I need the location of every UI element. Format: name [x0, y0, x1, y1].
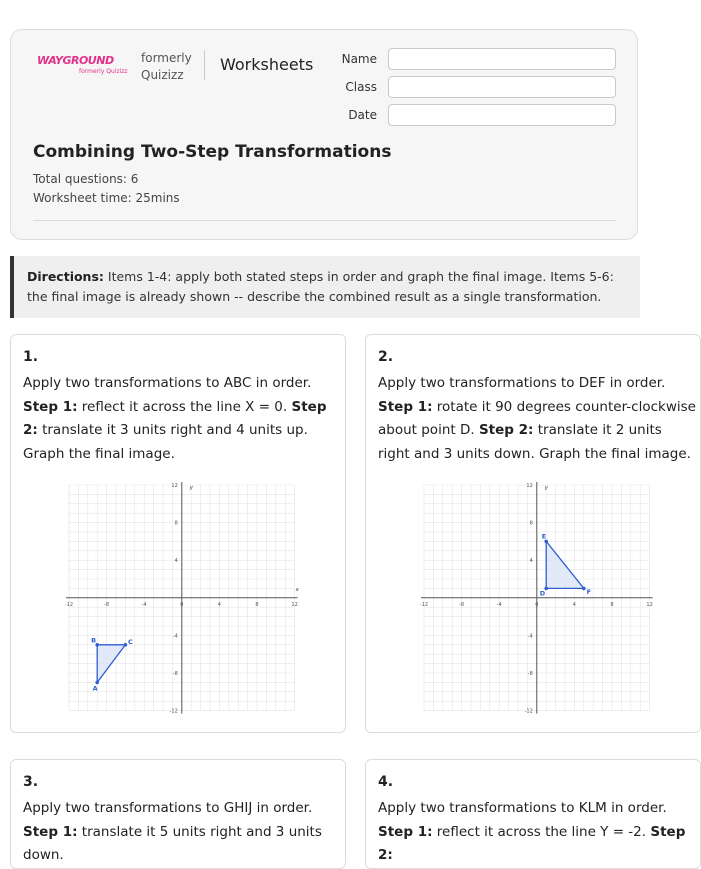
coordinate-graph[interactable] [55, 480, 299, 715]
total-questions: Total questions: 6 [33, 172, 139, 186]
x-tick-label: -12 [419, 601, 429, 608]
x-tick-label: -4 [496, 601, 502, 608]
logo-wordmark: WAYGROUND [37, 54, 114, 67]
vertex-label: B [91, 636, 97, 645]
x-tick-label: -4 [141, 601, 147, 608]
x-axis-label: x [295, 586, 299, 593]
question-text-segment: Apply two transformations to KLM in order. [378, 800, 667, 816]
question-number: 1. [23, 349, 39, 365]
question-card-4 [365, 759, 701, 869]
y-tick-label: -4 [172, 633, 178, 640]
vertex-label: F [586, 588, 592, 597]
question-text-segment: Apply two transformations to DEF in order. [378, 375, 666, 391]
x-tick-label: -12 [64, 601, 74, 608]
x-tick-label: 0 [180, 601, 184, 608]
vertex-point [582, 587, 586, 591]
x-tick-label: 8 [255, 601, 259, 608]
y-tick-label: 8 [174, 520, 178, 527]
worksheet-title: Combining Two-Step Transformations [33, 142, 392, 162]
question-card-1 [10, 334, 346, 733]
question-text [23, 372, 341, 466]
x-tick-label: 8 [610, 601, 614, 608]
header-divider [204, 50, 205, 80]
question-number: 4. [378, 774, 394, 790]
y-tick-label: -8 [172, 671, 178, 677]
question-text-segment: translate it 5 units right and 3 units down. [23, 823, 322, 863]
question-text [23, 797, 341, 868]
x-tick-label: 0 [535, 601, 539, 608]
y-tick-label: 12 [526, 483, 533, 489]
x-tick-label: 12 [646, 601, 653, 608]
logo-subtext: formerly Quizizz [79, 68, 128, 75]
vertex-label: E [541, 532, 547, 541]
y-tick-label: -12 [524, 708, 533, 715]
vertex-label: A [92, 684, 98, 693]
x-tick-label: 4 [572, 601, 576, 608]
step-label: Step 2: [478, 422, 534, 438]
header-rule [33, 220, 616, 221]
step-label: Step 1: [23, 823, 78, 840]
directions-box [10, 256, 640, 318]
name-label: Name [341, 52, 377, 66]
vertex-label: C [128, 637, 133, 646]
y-tick-label: -8 [527, 671, 533, 677]
class-field[interactable] [388, 76, 616, 98]
question-text-segment: reflect it across the line Y = -2. [432, 823, 651, 840]
y-tick-label: 8 [529, 520, 533, 527]
step-label: Step 1: [378, 398, 433, 415]
question-card-3 [10, 759, 346, 869]
question-text-segment: reflect it across the line X = 0. [77, 398, 292, 415]
question-text [378, 372, 696, 466]
x-tick-label: 12 [291, 601, 298, 608]
y-tick-label: -4 [527, 633, 533, 640]
worksheet-time: Worksheet time: 25mins [33, 191, 180, 205]
y-tick-label: -12 [169, 708, 178, 715]
x-tick-label: -8 [459, 601, 465, 608]
vertex-label: D [539, 589, 546, 598]
date-field[interactable] [388, 104, 616, 126]
question-text-segment: rotate it 90 degrees counter-clockwise about point D. [378, 398, 696, 438]
step-label: Step 2: [23, 398, 327, 438]
date-label: Date [348, 108, 377, 122]
name-field[interactable] [388, 48, 616, 70]
y-tick-label: 4 [174, 558, 178, 565]
question-text-segment: translate it 3 units right and 4 units up. Graph the final image. [23, 422, 308, 462]
worksheets-label: Worksheets [220, 55, 314, 74]
question-text-segment: Apply two transformations to ABC in order. [23, 375, 312, 391]
question-number: 3. [23, 774, 39, 790]
y-tick-label: 4 [529, 558, 533, 565]
y-tick-label: 12 [171, 483, 178, 489]
step-label: Step 1: [23, 398, 78, 415]
question-card-2 [365, 334, 701, 733]
question-text [378, 797, 696, 868]
directions-text: Items 1-4: apply both stated steps in order and graph the final image. Items 5-6: the final image is already shown -- describe the combined result as a single transformation. [27, 269, 614, 304]
question-text-segment: Apply two transformations to GHIJ in order. [23, 800, 313, 816]
formerly-quizizz-text: formerly Quizizz [141, 51, 192, 82]
x-tick-label: 4 [217, 601, 221, 608]
question-text-segment: translate it 2 units right and 3 units down. Graph the final image. [378, 422, 691, 462]
y-axis-label: y [544, 485, 549, 491]
x-tick-label: -8 [104, 601, 110, 608]
y-axis-label: y [189, 485, 194, 491]
step-label: Step 2: [378, 823, 686, 863]
class-label: Class [345, 80, 377, 94]
vertex-point [124, 643, 128, 647]
step-label: Step 1: [378, 823, 433, 840]
coordinate-graph[interactable] [410, 480, 653, 715]
directions-label: Directions: [27, 269, 104, 284]
wayground-logo [37, 54, 127, 76]
question-number: 2. [378, 349, 394, 365]
